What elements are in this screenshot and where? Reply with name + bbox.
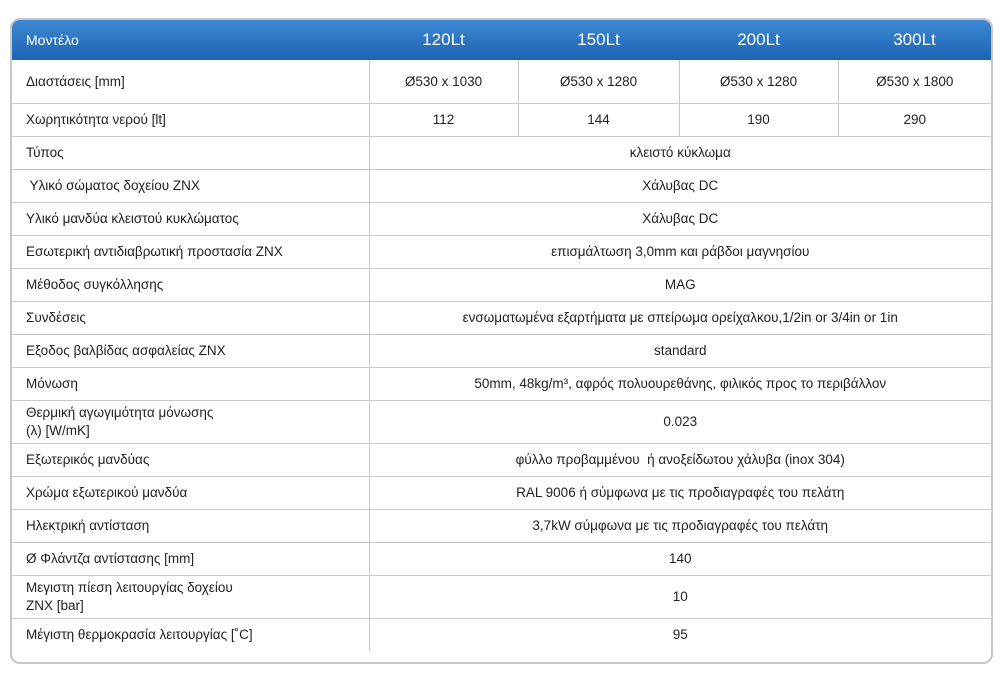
row-label: Χρώμα εξωτερικού μανδύα bbox=[12, 476, 369, 509]
table-row bbox=[12, 542, 991, 575]
row-label: Συνδέσεις bbox=[12, 301, 369, 334]
cell-value: 10 bbox=[369, 575, 991, 618]
row-label: Υλικό σώματος δοχείου ZNX bbox=[12, 169, 369, 202]
cell-value: ενσωματωμένα εξαρτήματα με σπείρωμα ορείχαλκου,1/2in or 3/4in or 1in bbox=[369, 301, 991, 334]
row-label bbox=[12, 575, 369, 618]
table-row-capacity bbox=[12, 103, 991, 136]
row-label: Ηλεκτρική αντίσταση bbox=[12, 509, 369, 542]
row-label-line: Θερμική αγωγιμότητα μόνωσης bbox=[26, 404, 214, 420]
cell-value: 190 bbox=[679, 103, 838, 136]
cell-value: Ø530 x 1030 bbox=[369, 60, 518, 103]
cell-value: φύλλο προβαμμένου ή ανοξείδωτου χάλυβα (inox 304) bbox=[369, 443, 991, 476]
table-row bbox=[12, 509, 991, 542]
row-label: Μόνωση bbox=[12, 367, 369, 400]
table-row bbox=[12, 169, 991, 202]
cell-value: standard bbox=[369, 334, 991, 367]
row-label-line: ZNX [bar] bbox=[26, 597, 84, 613]
row-label: Διαστάσεις [mm] bbox=[12, 60, 369, 103]
cell-value: Ø530 x 1800 bbox=[838, 60, 991, 103]
table-row bbox=[12, 618, 991, 651]
table-row bbox=[12, 235, 991, 268]
header-row bbox=[12, 20, 991, 60]
row-label: Εξωτερικός μανδύας bbox=[12, 443, 369, 476]
cell-value: RAL 9006 ή σύμφωνα με τις προδιαγραφές του πελάτη bbox=[369, 476, 991, 509]
cell-value: 50mm, 48kg/m³, αφρός πολυουρεθάνης, φιλικός προς το περιβάλλον bbox=[369, 367, 991, 400]
table-row bbox=[12, 268, 991, 301]
cell-value: 144 bbox=[518, 103, 679, 136]
cell-value: Χάλυβας DC bbox=[369, 169, 991, 202]
cell-value: 112 bbox=[369, 103, 518, 136]
row-label: Ø Φλάντζα αντίστασης [mm] bbox=[12, 542, 369, 575]
table-row bbox=[12, 334, 991, 367]
model-120: 120Lt bbox=[422, 30, 465, 49]
model-300: 300Lt bbox=[893, 30, 936, 49]
model-200: 200Lt bbox=[737, 30, 780, 49]
row-label bbox=[12, 400, 369, 443]
cell-value: 95 bbox=[369, 618, 991, 651]
table-row bbox=[12, 476, 991, 509]
table-row bbox=[12, 575, 991, 618]
cell-value: 140 bbox=[369, 542, 991, 575]
cell-value: Χάλυβας DC bbox=[369, 202, 991, 235]
model-150: 150Lt bbox=[577, 30, 620, 49]
cell-value: 3,7kW σύμφωνα με τις προδιαγραφές του πελάτη bbox=[369, 509, 991, 542]
row-label: Τύπος bbox=[12, 136, 369, 169]
cell-value: 290 bbox=[838, 103, 991, 136]
row-label: Χωρητικότητα νερού [lt] bbox=[12, 103, 369, 136]
spec-table bbox=[12, 20, 991, 651]
row-label: Μέγιστη θερμοκρασία λειτουργίας [˚C] bbox=[12, 618, 369, 651]
cell-value: MAG bbox=[369, 268, 991, 301]
cell-value: κλειστό κύκλωμα bbox=[369, 136, 991, 169]
table-row-dimensions bbox=[12, 60, 991, 103]
row-label: Μέθοδος συγκόλλησης bbox=[12, 268, 369, 301]
row-label: Εξοδος βαλβίδας ασφαλείας ZNX bbox=[12, 334, 369, 367]
table-row bbox=[12, 202, 991, 235]
row-label: Υλικό μανδύα κλειστού κυκλώματος bbox=[12, 202, 369, 235]
table-row bbox=[12, 301, 991, 334]
table-row bbox=[12, 400, 991, 443]
row-label-line: (λ) [W/mK] bbox=[26, 422, 90, 438]
row-label-line: Μεγιστη πίεση λειτουργίας δοχείου bbox=[26, 579, 233, 595]
cell-value: επισμάλτωση 3,0mm και ράβδοι μαγνησίου bbox=[369, 235, 991, 268]
spec-table-frame bbox=[10, 18, 993, 664]
cell-value: Ø530 x 1280 bbox=[679, 60, 838, 103]
table-row bbox=[12, 367, 991, 400]
row-label: Εσωτερική αντιδιαβρωτική προστασία ZNX bbox=[12, 235, 369, 268]
table-row bbox=[12, 136, 991, 169]
cell-value: Ø530 x 1280 bbox=[518, 60, 679, 103]
table-row bbox=[12, 443, 991, 476]
cell-value: 0.023 bbox=[369, 400, 991, 443]
header-label: Μοντέλο bbox=[26, 32, 79, 48]
